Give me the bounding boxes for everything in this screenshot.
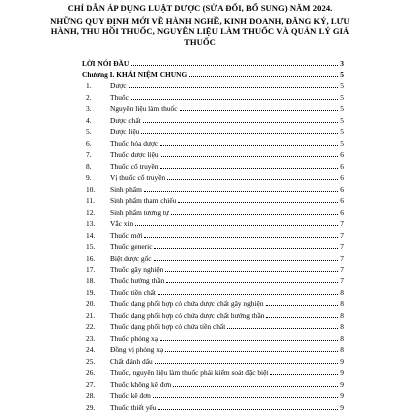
toc-item[interactable] <box>82 240 344 251</box>
toc-item-number: 22. <box>86 322 96 332</box>
toc-leader <box>160 145 338 146</box>
toc-item[interactable] <box>82 205 344 216</box>
toc-item-page: 6 <box>340 161 344 171</box>
toc-item-page: 7 <box>340 230 344 240</box>
toc-item[interactable] <box>82 113 344 124</box>
toc-item-number: 26. <box>86 368 96 378</box>
toc-item-page: 9 <box>340 391 344 401</box>
toc-item-number: 7. <box>86 150 92 160</box>
toc-leader <box>129 87 338 88</box>
toc-leader <box>161 156 338 157</box>
toc-item-label: Dược <box>110 81 127 91</box>
toc-item-page: 5 <box>340 81 344 91</box>
toc-item-list <box>82 79 344 412</box>
toc-item-page: 7 <box>340 242 344 252</box>
toc-leader <box>158 409 338 410</box>
toc-item-number: 17. <box>86 264 96 274</box>
toc-item-page: 7 <box>340 219 344 229</box>
toc-leader <box>131 99 338 100</box>
toc-leader <box>173 386 338 387</box>
toc-item-page: 6 <box>340 150 344 160</box>
toc-item[interactable] <box>82 148 344 159</box>
toc-item-page: 8 <box>340 287 344 297</box>
toc-leader <box>165 271 338 272</box>
toc-foreword-label: LỜI NÓI ĐẦU <box>82 59 130 68</box>
toc-item[interactable] <box>82 102 344 113</box>
toc-leader <box>153 397 338 398</box>
toc-item-page: 5 <box>340 92 344 102</box>
toc-item-number: 29. <box>86 402 96 412</box>
toc-item[interactable] <box>82 331 344 342</box>
toc-item[interactable] <box>82 377 344 388</box>
toc-item-number: 15. <box>86 242 96 252</box>
toc-item[interactable] <box>82 228 344 239</box>
toc-leader <box>171 214 338 215</box>
toc-item-number: 18. <box>86 276 96 286</box>
toc-item-label: Thuốc mới <box>110 230 143 240</box>
toc-item-label: Chất đánh dấu <box>110 356 153 366</box>
toc-leader <box>266 305 338 306</box>
toc-item[interactable] <box>82 274 344 285</box>
toc-item-number: 6. <box>86 138 92 148</box>
toc-item-label: Thuốc kê đơn <box>110 391 151 401</box>
toc-item-label: Thuốc, nguyên liệu làm thuốc phải kiểm soát đặc biệt <box>110 368 269 378</box>
toc-item[interactable] <box>82 194 344 205</box>
toc-item[interactable] <box>82 308 344 319</box>
toc-item[interactable] <box>82 136 344 147</box>
toc-item[interactable] <box>82 354 344 365</box>
toc-chapter-1-label: Chương I. KHÁI NIỆM CHUNG <box>82 70 188 79</box>
toc-item-number: 11. <box>86 196 95 206</box>
toc-item-page: 5 <box>340 115 344 125</box>
toc-item[interactable] <box>82 217 344 228</box>
toc-item-page: 8 <box>340 322 344 332</box>
toc-leader <box>180 110 338 111</box>
toc-leader <box>160 340 338 341</box>
toc-item[interactable] <box>82 389 344 400</box>
toc-item-number: 5. <box>86 127 92 137</box>
toc-item-label: Sinh phẩm tham chiếu <box>110 196 177 206</box>
toc-item[interactable] <box>82 320 344 331</box>
toc-item-label: Thuốc dạng phối hợp có chứa dược chất gây nghiện <box>110 299 264 309</box>
toc-item-label: Thuốc gây nghiện <box>110 264 164 274</box>
toc-item[interactable] <box>82 182 344 193</box>
toc-item-page: 9 <box>340 368 344 378</box>
toc-item-page: 9 <box>340 379 344 389</box>
toc-item-label: Nguyên liệu làm thuốc <box>110 104 178 114</box>
toc-item-label: Thuốc generic <box>110 242 153 252</box>
toc-leader <box>178 202 338 203</box>
toc-leader <box>160 168 338 169</box>
toc-item-page: 9 <box>340 356 344 366</box>
toc-item-number: 12. <box>86 207 96 217</box>
toc-item-number: 2. <box>86 92 92 102</box>
toc-item[interactable] <box>82 90 344 101</box>
toc-item-page: 6 <box>340 207 344 217</box>
toc-item-number: 9. <box>86 173 92 183</box>
toc-item-label: Thuốc dạng phối hợp có chứa tiền chất <box>110 322 226 332</box>
toc-item[interactable] <box>82 79 344 90</box>
toc-item-label: Thuốc phóng xạ <box>110 333 159 343</box>
title-line-1: CHỈ DẪN ÁP DỤNG LUẬT DƯỢC (SỬA ĐỔI, BỔ SUNG) NĂM 2024. <box>67 3 333 13</box>
toc-leader <box>189 76 338 77</box>
toc-leader <box>158 294 338 295</box>
toc-item-label: Thuốc hướng thần <box>110 276 165 286</box>
toc-item-label: Thuốc dược liệu <box>110 150 159 160</box>
toc-item-label: Thuốc cổ truyền <box>110 161 159 171</box>
toc-leader <box>166 282 338 283</box>
toc-item-page: 9 <box>340 402 344 412</box>
toc-item-label: Thuốc thiết yếu <box>110 402 157 412</box>
toc-item-number: 19. <box>86 287 96 297</box>
toc-chapter-1-page: 5 <box>340 70 344 79</box>
toc-item-label: Đồng vị phóng xạ <box>110 345 164 355</box>
toc-leader <box>144 237 338 238</box>
toc-leader <box>154 260 338 261</box>
toc-item-number: 3. <box>86 104 92 114</box>
toc-item[interactable] <box>82 171 344 182</box>
toc-item-page: 5 <box>340 127 344 137</box>
toc-item-page: 8 <box>340 310 344 320</box>
toc-item-number: 25. <box>86 356 96 366</box>
toc-item[interactable] <box>82 159 344 170</box>
document-title <box>50 2 350 47</box>
toc-item-number: 24. <box>86 345 96 355</box>
toc-leader <box>165 351 338 352</box>
toc-item-page: 5 <box>340 138 344 148</box>
toc-item-label: Dược chất <box>110 115 141 125</box>
toc-leader <box>135 225 338 226</box>
toc-foreword-page: 3 <box>340 59 344 68</box>
toc-item-page: 5 <box>340 104 344 114</box>
toc-item-page: 8 <box>340 345 344 355</box>
toc-item-page: 6 <box>340 184 344 194</box>
toc-leader <box>154 248 338 249</box>
toc-leader <box>270 374 338 375</box>
toc-item[interactable] <box>82 263 344 274</box>
toc-item-label: Thuốc dạng phối hợp có chứa dược chất hướng thần <box>110 310 265 320</box>
toc-item-number: 10. <box>86 184 96 194</box>
toc-leader <box>266 317 338 318</box>
toc-item-page: 8 <box>340 333 344 343</box>
toc-item-label: Thuốc <box>110 92 129 102</box>
toc-item-page: 7 <box>340 276 344 286</box>
toc-item-label: Sinh phẩm <box>110 184 142 194</box>
toc-leader <box>141 133 338 134</box>
toc-chapter-1[interactable] <box>82 68 344 79</box>
toc-leader <box>131 65 338 66</box>
toc-item[interactable] <box>82 400 344 411</box>
table-of-contents <box>82 57 344 412</box>
toc-item-label: Vắc xin <box>110 219 134 229</box>
toc-item-page: 7 <box>340 264 344 274</box>
toc-item-page: 8 <box>340 299 344 309</box>
toc-leader <box>155 363 338 364</box>
toc-leader <box>227 328 338 329</box>
toc-leader <box>167 179 338 180</box>
toc-item-label: Thuốc tiền chất <box>110 287 156 297</box>
toc-item-number: 27. <box>86 379 96 389</box>
toc-item-number: 23. <box>86 333 96 343</box>
toc-item[interactable] <box>82 297 344 308</box>
toc-leader <box>143 122 338 123</box>
toc-item-label: Thuốc không kê đơn <box>110 379 172 389</box>
toc-item-number: 4. <box>86 115 92 125</box>
toc-item-number: 21. <box>86 310 96 320</box>
toc-foreword[interactable] <box>82 57 344 68</box>
toc-item-label: Dược liệu <box>110 127 140 137</box>
toc-item-page: 6 <box>340 196 344 206</box>
toc-item-number: 1. <box>86 81 92 91</box>
toc-item-page: 6 <box>340 173 344 183</box>
title-line-2: NHỮNG QUY ĐỊNH MỚI VỀ HÀNH NGHỀ, KINH DOANH, ĐĂNG KÝ, LƯU HÀNH, THU HỒI THUỐC, NGUYÊN LIỆU LÀM THUỐC VÀ QUẢN LÝ GIÁ THUỐC <box>50 15 350 47</box>
toc-item-number: 28. <box>86 391 96 401</box>
toc-item-page: 7 <box>340 253 344 263</box>
toc-item-label: Thuốc hóa dược <box>110 138 159 148</box>
toc-item-number: 13. <box>86 219 96 229</box>
toc-item-number: 8. <box>86 161 92 171</box>
toc-item[interactable] <box>82 366 344 377</box>
toc-item-label: Biệt dược gốc <box>110 253 152 263</box>
toc-item-number: 20. <box>86 299 96 309</box>
toc-item-label: Vị thuốc cổ truyền <box>110 173 166 183</box>
toc-item[interactable] <box>82 251 344 262</box>
toc-item-number: 14. <box>86 230 96 240</box>
toc-item[interactable] <box>82 285 344 296</box>
toc-item-number: 16. <box>86 253 96 263</box>
toc-item[interactable] <box>82 125 344 136</box>
toc-item[interactable] <box>82 343 344 354</box>
toc-leader <box>144 191 338 192</box>
toc-item-label: Sinh phẩm tương tự <box>110 207 169 217</box>
